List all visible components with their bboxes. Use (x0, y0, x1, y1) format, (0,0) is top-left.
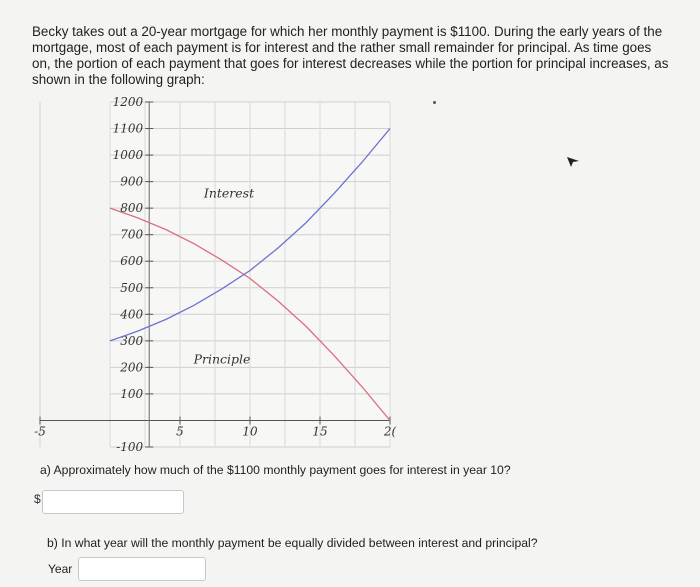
y-tick-label: 400 (120, 307, 144, 322)
x-tick-label: 5 (176, 424, 184, 439)
y-tick-label: 200 (120, 360, 144, 375)
y-tick-label: 1000 (112, 148, 144, 163)
equal-split-year-input[interactable] (78, 557, 206, 581)
y-tick-label: -100 (116, 440, 144, 454)
question-b: b) In what year will the monthly payment be equally divided between interest and principal? (47, 536, 538, 550)
y-tick-label: 900 (120, 174, 144, 189)
series-label-interest: Interest (203, 185, 255, 201)
y-tick-label: 600 (120, 254, 144, 269)
y-tick-label: 500 (120, 280, 144, 295)
y-tick-label: 100 (120, 386, 144, 401)
y-tick-label: 800 (120, 201, 144, 216)
stray-mark (433, 101, 436, 104)
y-tick-label: 1100 (112, 121, 144, 136)
problem-text: Becky takes out a 20-year mortgage for which her monthly payment is $1100. During the early years of the mortgage, most of each payment is for interest and the rather small remainder for principal. As time goes on, the portion of each payment that goes for interest decreases while the portion for principal increases, as shown in the following graph: (32, 24, 669, 87)
x-tick-label: -5 (34, 424, 46, 439)
y-tick-label: 300 (120, 333, 144, 348)
x-tick-label: 15 (312, 424, 328, 439)
year-label: Year (48, 562, 73, 576)
x-tick-label: 10 (242, 424, 258, 439)
y-tick-label: 1200 (112, 95, 144, 109)
dollar-sign: $ (34, 492, 41, 506)
x-tick-label: 2( (383, 424, 397, 439)
interest-year-10-input[interactable] (42, 490, 184, 514)
mortgage-chart (30, 92, 400, 460)
mouse-pointer-icon (566, 154, 580, 168)
y-tick-label: 700 (120, 227, 144, 242)
chart-grid (40, 102, 390, 447)
question-a: a) Approximately how much of the $1100 monthly payment goes for interest in year 10? (40, 463, 511, 477)
series-label-principle: Principle (193, 351, 251, 367)
